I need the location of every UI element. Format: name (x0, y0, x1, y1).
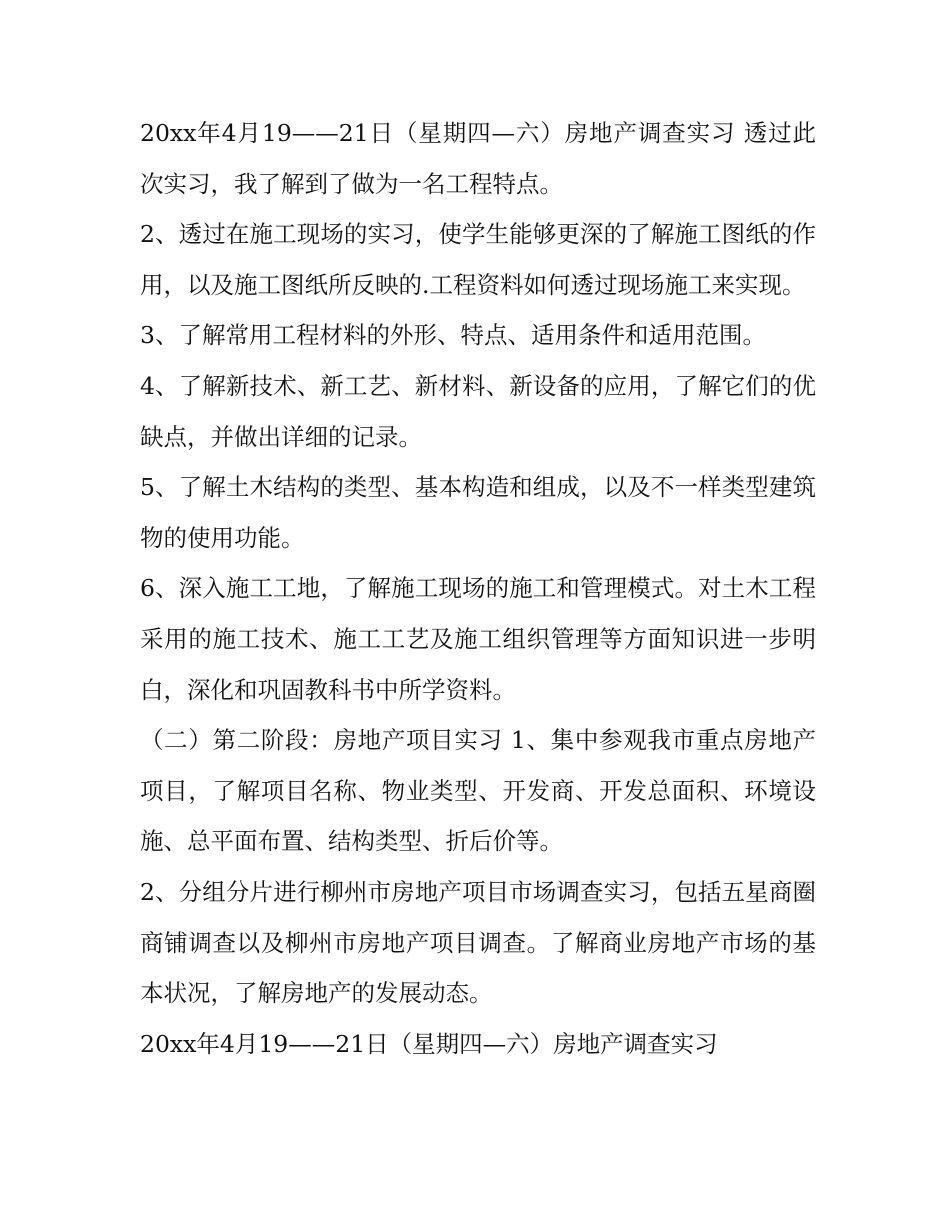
paragraph-1: 20xx年4月19——21日（星期四—六）房地产调查实习 透过此次实习，我了解到了做为一名工程特点。 (140, 119, 816, 198)
paragraph-9: 20xx年4月19——21日（星期四—六）房地产调查实习 (140, 1029, 718, 1058)
document-body (140, 108, 816, 1069)
paragraph-7: （二）第二阶段：房地产项目实习 1、集中参观我市重点房地产项目，了解项目名称、物业类型、开发商、开发总面积、环境设施、总平面布置、结构类型、折后价等。 (140, 726, 816, 856)
paragraph-8: 2、分组分片进行柳州市房地产项目市场调查实习，包括五星商圈商铺调查以及柳州市房地产项目调查。了解商业房地产市场的基本状况，了解房地产的发展动态。 (140, 877, 816, 1008)
paragraph-2: 2、透过在施工现场的实习，使学生能够更深的了解施工图纸的作用，以及施工图纸所反映的.工程资料如何透过现场施工来实现。 (140, 220, 816, 299)
paragraph-3: 3、了解常用工程材料的外形、特点、适用条件和适用范围。 (140, 321, 766, 350)
paragraph-4: 4、了解新技术、新工艺、新材料、新设备的应用，了解它们的优缺点，并做出详细的记录。 (140, 371, 816, 451)
paragraph-5: 5、了解土木结构的类型、基本构造和组成，以及不一样类型建筑物的使用功能。 (140, 473, 816, 552)
paragraph-6: 6、深入施工工地，了解施工现场的施工和管理模式。对土木工程采用的施工技术、施工工艺及施工组织管理等方面知识进一步明白，深化和巩固教科书中所学资料。 (140, 574, 816, 704)
